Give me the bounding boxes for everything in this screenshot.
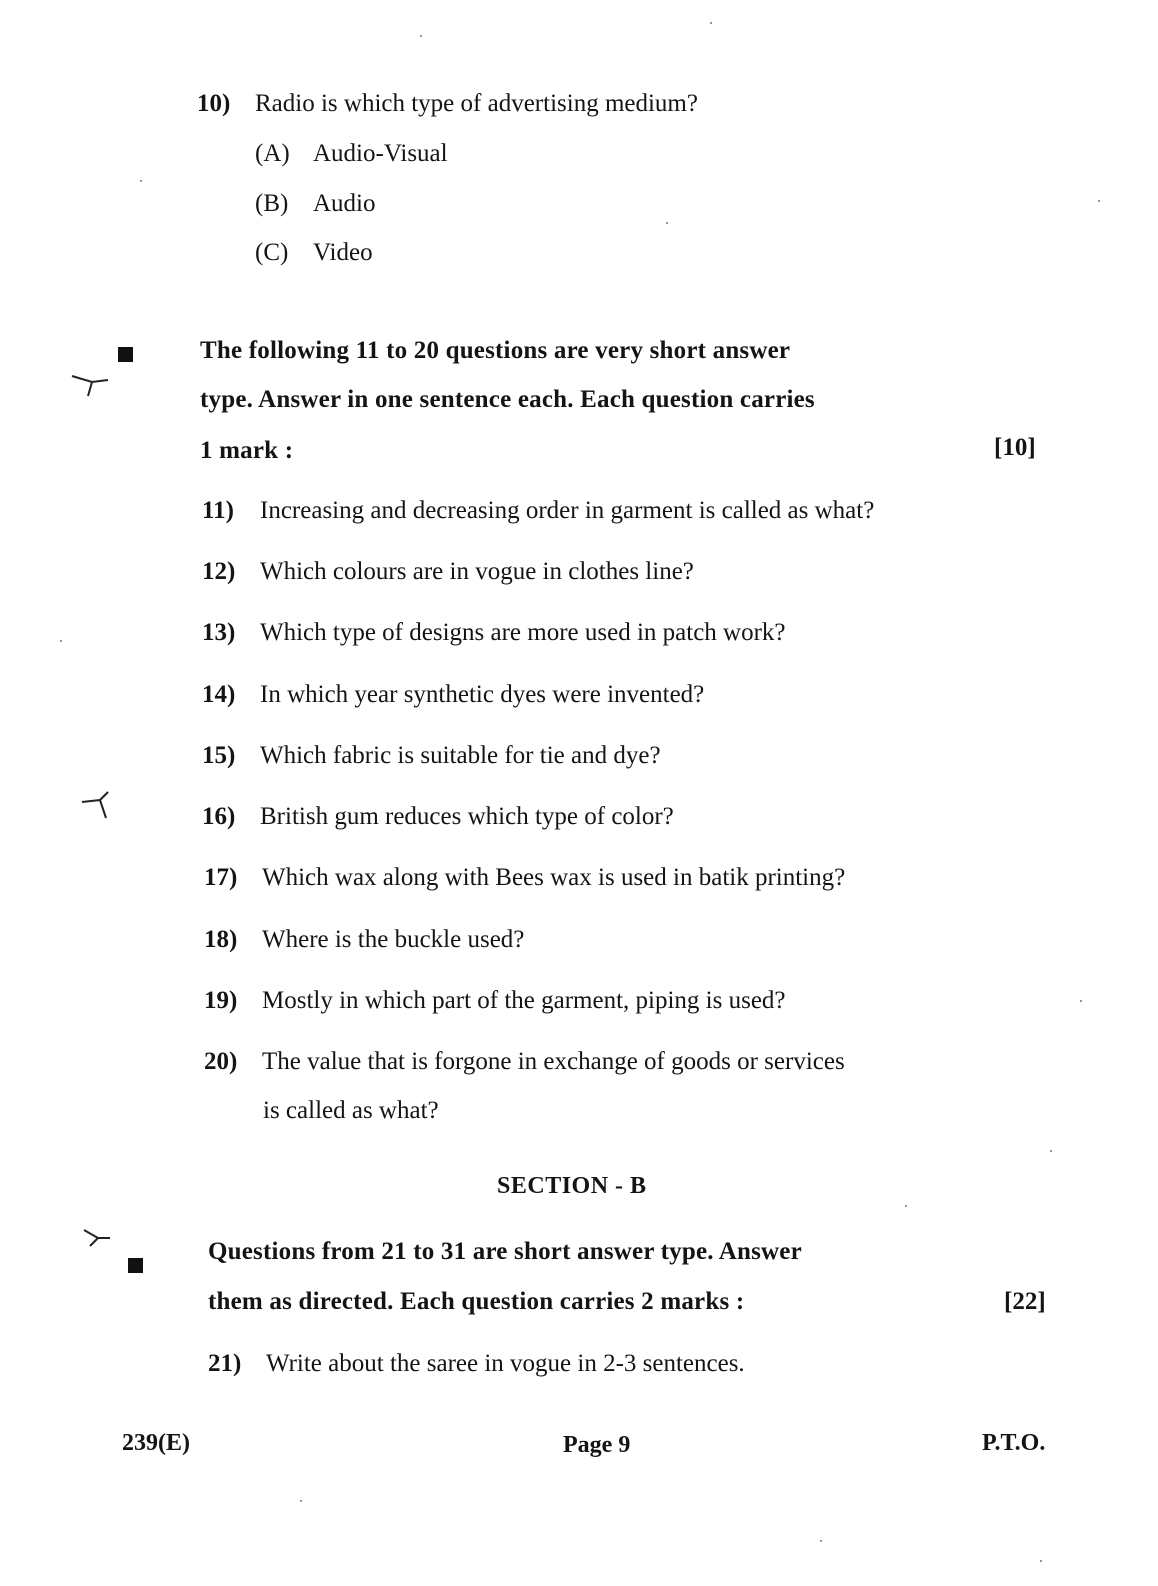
marks-label: [10] <box>994 434 1036 461</box>
instruction-line: The following 11 to 20 questions are very short answer <box>200 337 791 364</box>
question-21 <box>208 1350 745 1378</box>
instruction-line: type. Answer in one sentence each. Each question carries <box>200 386 815 413</box>
question-number: 16) <box>202 803 236 830</box>
question-number: 20) <box>204 1048 238 1075</box>
instruction-line: 1 mark : <box>200 437 294 464</box>
question-number: 21) <box>208 1350 242 1377</box>
pto-label: P.T.O. <box>982 1430 1046 1456</box>
question-text: Where is the buckle used? <box>262 926 525 953</box>
question-number: 17) <box>204 864 238 891</box>
question-12 <box>202 558 694 586</box>
question-16 <box>202 803 674 831</box>
question-11 <box>202 497 874 525</box>
question-number: 12) <box>202 558 236 585</box>
question-number: 10) <box>197 90 231 117</box>
question-18 <box>204 926 524 954</box>
question-number: 13) <box>202 619 236 646</box>
question-number: 19) <box>204 987 238 1014</box>
question-13 <box>202 619 786 647</box>
question-15 <box>202 742 661 770</box>
scan-mark-icon <box>70 370 110 400</box>
question-20-continuation: is called as what? <box>263 1097 439 1124</box>
option-text: Audio <box>313 190 376 217</box>
option-text: Audio-Visual <box>313 140 448 167</box>
question-text: Which wax along with Bees wax is used in batik printing? <box>262 864 846 891</box>
question-text: Mostly in which part of the garment, piping is used? <box>262 987 786 1014</box>
option-letter: (B) <box>255 190 289 217</box>
option-a <box>255 140 448 168</box>
question-text: Which colours are in vogue in clothes line? <box>260 558 694 585</box>
option-b <box>255 190 376 218</box>
question-text: The value that is forgone in exchange of goods or services <box>262 1048 845 1075</box>
question-text: In which year synthetic dyes were invented? <box>260 681 705 708</box>
question-number: 14) <box>202 681 236 708</box>
question-number: 11) <box>202 497 234 524</box>
page-number: Page 9 <box>563 1432 631 1458</box>
scan-mark-icon <box>80 1226 114 1250</box>
option-letter: (C) <box>255 239 289 266</box>
question-text: Increasing and decreasing order in garment is called as what? <box>260 497 875 524</box>
question-20 <box>204 1048 845 1076</box>
question-10 <box>197 90 698 118</box>
option-letter: (A) <box>255 140 290 167</box>
question-text: British gum reduces which type of color? <box>260 803 674 830</box>
question-text: Which fabric is suitable for tie and dye? <box>260 742 661 769</box>
question-text: Which type of designs are more used in patch work? <box>260 619 786 646</box>
question-14 <box>202 681 704 709</box>
instruction-line: Questions from 21 to 31 are short answer type. Answer <box>208 1238 802 1265</box>
bullet-square-icon <box>118 347 133 362</box>
paper-code: 239(E) <box>122 1430 190 1456</box>
option-text: Video <box>313 239 373 266</box>
question-17 <box>204 864 845 892</box>
question-number: 15) <box>202 742 236 769</box>
bullet-square-icon <box>128 1258 143 1273</box>
section-title: SECTION - B <box>497 1173 647 1199</box>
question-number: 18) <box>204 926 238 953</box>
question-19 <box>204 987 786 1015</box>
marks-label: [22] <box>1004 1288 1046 1315</box>
question-text: Radio is which type of advertising medium? <box>255 90 698 117</box>
scan-mark-icon <box>78 790 112 824</box>
instruction-line: them as directed. Each question carries 2 marks : <box>208 1288 745 1315</box>
question-text: Write about the saree in vogue in 2-3 sentences. <box>266 1350 745 1377</box>
option-c <box>255 239 373 267</box>
